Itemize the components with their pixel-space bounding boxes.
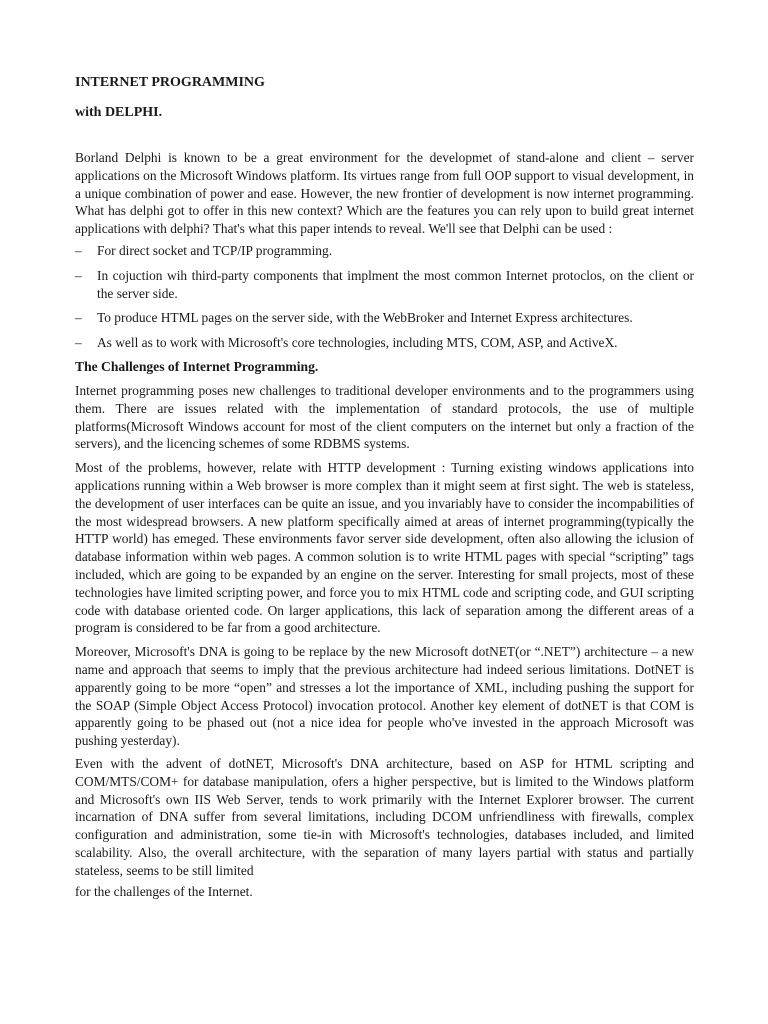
list-item-text: For direct socket and TCP/IP programming.	[97, 242, 333, 258]
document-subtitle: with DELPHI.	[75, 105, 163, 120]
section-heading: The Challenges of Internet Programming.	[75, 358, 319, 374]
bullet-dash: –	[75, 267, 82, 283]
body-paragraph: Internet programming poses new challenges to traditional developer environments and to the programmers using them. There are issues related with the implementation of standard protocols, the use of multiple platforms(Microsoft Windows account for most of the client computers on the internet but only a fraction of the servers), and the licencing schemes of some RDBMS systems.	[75, 382, 694, 452]
list-item-text: In cojuction wih third-party components that implment the most common Internet protoclos, on the client or the server side.	[97, 267, 694, 301]
bullet-dash: –	[75, 242, 82, 258]
list-item-text: As well as to work with Microsoft's core technologies, including MTS, COM, ASP, and ActiveX.	[97, 335, 618, 351]
bullet-dash: –	[75, 310, 82, 326]
list-item	[75, 267, 694, 303]
list-item	[75, 242, 694, 260]
usage-list	[75, 242, 694, 352]
body-paragraph: Even with the advent of dotNET, Microsoft's DNA architecture, based on ASP for HTML scripting and COM/MTS/COM+ for database manipulation, ofers a higher perspective, but is limited to the Windows platform and Microsoft's own IIS Web Server, tends to work primarily with the Internet Explorer browser. The current incarnation of DNA suffer from several limitations, including DCOM unfriendliness with firewalls, complex configuration and administration, some tie-in with Microsoft's technologies, databases included, and limited scalability. Also, the overall architecture, with the separation of many layers partial with status and partially stateless, seems to be still limited	[75, 755, 694, 878]
intro-paragraph: Borland Delphi is known to be a great environment for the developmet of stand-alone and client – server applications on the Microsoft Windows platform. Its virtues range from full OOP support to visual development, in a unique combination of power and ease. However, the new frontier of development is now internet programming. What has delphi got to offer in this new context? Which are the features you can rely upon to build great internet applications with delphi? That's what this paper intends to reveal. We'll see that Delphi can be used :	[75, 150, 694, 237]
bullet-dash: –	[75, 335, 82, 351]
body-paragraph: Most of the problems, however, relate with HTTP development : Turning existing windows applications into applications running within a Web browser is more complex than it might seem at first sight. The web is stateless, the development of user interfaces can be quite an issue, and you invariably have to consider the incompabilities of the most widespread browsers. A new platform specifically aimed at areas of internet programming(typically the HTTP world) has emeged. These environments favor server side development, often also allowing the iclusion of database information within web pages. A common solution is to write HTML pages with special “scripting” tags included, which are going to be expanded by an engine on the server. Interesting for small projects, most of these technologies have limited scripting power, and force you to mix HTML code and scripting code, and GUI scripting code with database oriented code. On larger applications, this lack of separation among the different areas of a program is considered to be far from a good architecture.	[75, 460, 694, 636]
list-item	[75, 334, 694, 352]
closing-line: for the challenges of the Internet.	[75, 884, 253, 900]
list-item	[75, 309, 694, 327]
list-item-text: To produce HTML pages on the server side, with the WebBroker and Internet Express architectures.	[97, 310, 633, 326]
body-paragraph: Moreover, Microsoft's DNA is going to be replace by the new Microsoft dotNET(or “.NET”) architecture – a new name and approach that seems to imply that the previous architecture had indeed serious limitations. DotNET is apparently going to be more “open” and stresses a lot the importance of XML, including pushing the support for the SOAP (Simple Object Access Protocol) invocation protocol. Another key element of dotNET is that COM is apparently going to be phased out (not a nice idea for people who've invested in the approach Microsoft was pushing yesterday).	[75, 644, 694, 749]
document-title: INTERNET PROGRAMMING	[75, 75, 265, 90]
